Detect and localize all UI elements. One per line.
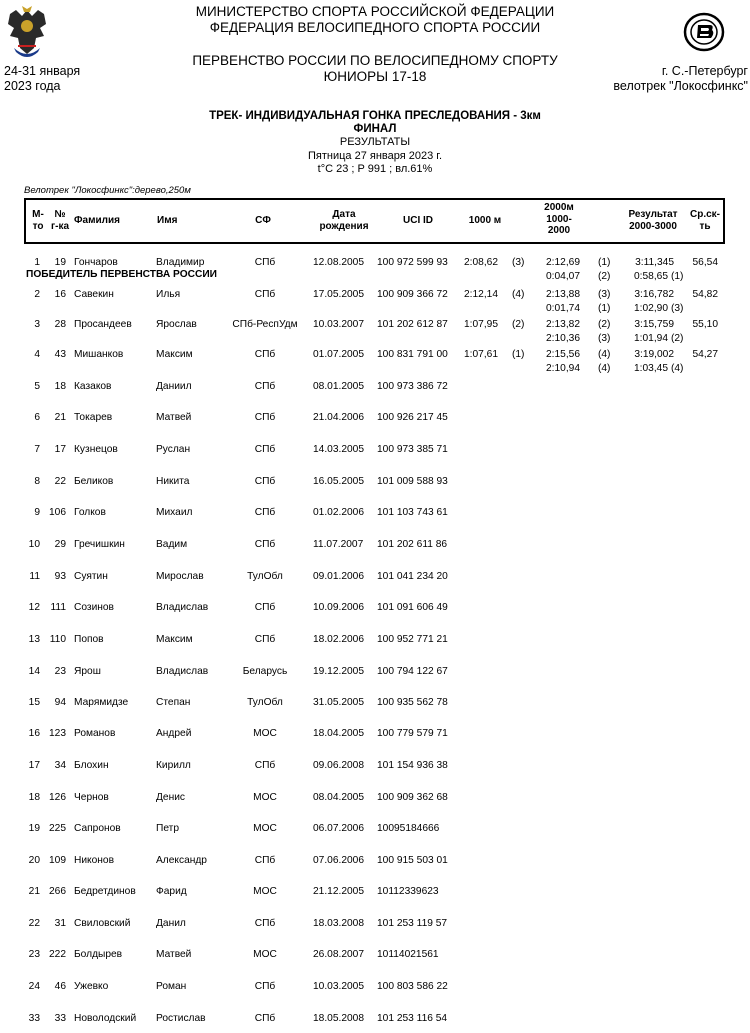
cell-r1000: (3) <box>512 257 525 268</box>
cell-region: СПб <box>254 349 276 360</box>
cell-t2000: 2:13,88 <box>546 289 580 300</box>
cell-dob: 26.08.2007 <box>313 949 364 960</box>
table-row <box>0 348 750 362</box>
cell-dob: 31.05.2005 <box>313 697 364 708</box>
table-row <box>0 822 750 836</box>
col-2000-header-l3: 2000 <box>547 225 571 236</box>
cell-t1000: 2:08,62 <box>464 257 498 268</box>
cell-uci: 100 952 771 21 <box>377 634 448 645</box>
col-bib-header <box>48 209 72 232</box>
cell-place: 19 <box>28 823 40 834</box>
race-date: Пятница 27 января 2023 г. <box>307 149 442 162</box>
cell-region: СПб-РеспУдм <box>232 319 298 330</box>
race-stage: ФИНАЛ <box>353 123 397 135</box>
cell-region: МОС <box>253 792 277 803</box>
cell-region: СПб <box>254 444 276 455</box>
cell-uci: 101 202 612 87 <box>377 319 448 330</box>
cell-r1000: (1) <box>512 349 525 360</box>
cell-uci: 100 972 599 93 <box>377 257 448 268</box>
cell-uci: 10112339623 <box>377 886 439 897</box>
cell-s3000: 0:58,65 <box>634 271 668 282</box>
cell-surname: Бедретдинов <box>74 886 136 897</box>
event-dates <box>4 64 80 94</box>
table-row <box>0 570 750 584</box>
cell-bib: 17 <box>54 444 66 455</box>
cell-place: 20 <box>28 855 40 866</box>
cell-dob: 11.07.2007 <box>313 539 364 550</box>
cell-t1000: 1:07,95 <box>464 319 498 330</box>
cell-surname: Просандеев <box>74 319 132 330</box>
table-row <box>0 917 750 931</box>
cell-bib: 29 <box>54 539 66 550</box>
table-row <box>0 318 750 332</box>
cell-place: 23 <box>28 949 40 960</box>
table-row <box>0 854 750 868</box>
cell-place: 5 <box>34 381 40 392</box>
col-result-header <box>618 209 688 232</box>
cell-dob: 01.07.2005 <box>313 349 364 360</box>
cell-sr2000: (1) <box>598 303 611 314</box>
table-row <box>0 1012 750 1026</box>
cell-dob: 14.03.2005 <box>313 444 364 455</box>
cell-name: Кирилл <box>156 760 191 771</box>
cell-place: 8 <box>34 476 40 487</box>
table-row <box>0 256 750 270</box>
cell-bib: 93 <box>54 571 66 582</box>
col-result-header-l2: 2000-3000 <box>629 220 677 232</box>
col-1000-header: 1000 м <box>468 215 502 226</box>
cell-bib: 43 <box>54 349 66 360</box>
cell-name: Александр <box>156 855 207 866</box>
cell-region: СПб <box>254 855 276 866</box>
federation-name: ФЕДЕРАЦИЯ ВЕЛОСИПЕДНОГО СПОРТА РОССИИ <box>209 20 541 35</box>
ministry-name: МИНИСТЕРСТВО СПОРТА РОССИЙСКОЙ ФЕДЕРАЦИИ <box>195 4 555 19</box>
cell-dob: 09.01.2006 <box>313 571 364 582</box>
cell-speed: 54,27 <box>692 349 718 360</box>
table-header <box>24 198 725 244</box>
race-weather: t°C 23 ; P 991 ; вл.61% <box>317 163 433 175</box>
cell-uci: 10095184666 <box>377 823 440 834</box>
cell-surname: Созинов <box>74 602 114 613</box>
col-dob-header-l2: рождения <box>319 220 369 232</box>
cell-region: СПб <box>254 634 276 645</box>
cell-place: 6 <box>34 412 40 423</box>
cell-surname: Токарев <box>74 412 113 423</box>
cell-dob: 16.05.2005 <box>313 476 364 487</box>
cell-s2000: 0:01,74 <box>546 303 580 314</box>
cell-name: Андрей <box>156 728 192 739</box>
cell-dob: 21.04.2006 <box>313 412 364 423</box>
cell-place: 7 <box>34 444 40 455</box>
cell-bib: 19 <box>54 257 66 268</box>
cell-place: 13 <box>28 634 40 645</box>
col-result-header-l1: Результат <box>628 209 678 220</box>
event-venue: велотрек "Локосфинкс" <box>613 79 748 93</box>
table-row <box>0 506 750 520</box>
cell-name: Фарид <box>156 886 187 897</box>
cell-dob: 19.12.2005 <box>313 666 364 677</box>
cell-bib: 126 <box>49 792 66 803</box>
cell-uci: 101 253 116 54 <box>377 1013 448 1024</box>
cell-dob: 08.04.2005 <box>313 792 364 803</box>
cell-region: СПб <box>254 602 276 613</box>
cell-name: Матвей <box>156 949 192 960</box>
cell-uci: 100 926 217 45 <box>377 412 448 423</box>
table-row <box>0 980 750 994</box>
cell-name: Михаил <box>156 507 193 518</box>
cell-uci: 100 909 366 72 <box>377 289 448 300</box>
table-row <box>0 538 750 552</box>
cell-surname: Ужевко <box>74 981 109 992</box>
cell-dob: 09.06.2008 <box>313 760 364 771</box>
cell-surname: Суятин <box>74 571 108 582</box>
cell-bib: 225 <box>49 823 66 834</box>
cell-s2000: 2:10,36 <box>546 333 580 344</box>
cell-region: МОС <box>253 823 277 834</box>
table-row-splits <box>0 270 750 284</box>
cell-region: Беларусь <box>242 666 288 677</box>
cell-surname: Савекин <box>74 289 114 300</box>
cell-surname: Никонов <box>74 855 114 866</box>
cell-name: Степан <box>156 697 191 708</box>
cell-name: Владислав <box>156 666 209 677</box>
cell-s2000: 0:04,07 <box>546 271 580 282</box>
cell-bib: 110 <box>49 634 66 645</box>
cell-uci: 101 202 611 86 <box>377 539 448 550</box>
race-title: ТРЕК- ИНДИВИДУАЛЬНАЯ ГОНКА ПРЕСЛЕДОВАНИЯ - 3км <box>209 110 541 122</box>
col-bib-header-l1: № <box>54 209 66 220</box>
cell-region: МОС <box>253 886 277 897</box>
cell-result: 3:11,345 <box>635 257 674 268</box>
cell-sr3000: (3) <box>671 303 684 314</box>
cell-place: 4 <box>34 349 40 360</box>
col-place-header-l1: М- <box>32 209 44 220</box>
cell-s2000: 2:10,94 <box>546 363 580 374</box>
cell-region: МОС <box>253 949 277 960</box>
cell-uci: 100 915 503 01 <box>377 855 448 866</box>
cell-name: Руслан <box>156 444 191 455</box>
cell-surname: Марямидзе <box>74 697 129 708</box>
event-dates-year: 2023 года <box>4 79 61 93</box>
cell-surname: Голков <box>74 507 106 518</box>
cell-name: Илья <box>156 289 181 300</box>
cell-t1000: 1:07,61 <box>464 349 498 360</box>
cell-dob: 18.03.2008 <box>313 918 364 929</box>
cell-place: 2 <box>34 289 40 300</box>
cell-t1000: 2:12,14 <box>464 289 498 300</box>
race-info <box>170 136 580 177</box>
cell-place: 14 <box>28 666 40 677</box>
cell-sr3000: (1) <box>671 271 684 282</box>
cell-t2000: 2:13,82 <box>546 319 580 330</box>
cell-region: СПб <box>254 257 276 268</box>
cell-uci: 100 831 791 00 <box>377 349 448 360</box>
col-speed-header-l2: ть <box>699 220 711 232</box>
cell-surname: Беликов <box>74 476 114 487</box>
col-dob-header <box>308 209 380 232</box>
table-row <box>0 948 750 962</box>
cell-name: Матвей <box>156 412 192 423</box>
cell-bib: 46 <box>54 981 66 992</box>
table-row <box>0 696 750 710</box>
cell-surname: Мишанков <box>74 349 124 360</box>
cell-uci: 10114021561 <box>377 949 439 960</box>
cell-s3000: 1:03,45 <box>634 363 668 374</box>
col-surname-header: Фамилия <box>74 215 120 226</box>
cell-bib: 109 <box>49 855 66 866</box>
cell-name: Максим <box>156 349 193 360</box>
cell-bib: 22 <box>54 476 66 487</box>
cell-bib: 34 <box>54 760 66 771</box>
cell-place: 24 <box>28 981 40 992</box>
cell-uci: 100 935 562 78 <box>377 697 448 708</box>
cell-name: Максим <box>156 634 193 645</box>
event-location <box>613 64 748 94</box>
cell-place: 16 <box>28 728 40 739</box>
cell-region: СПб <box>254 918 276 929</box>
cell-region: СПб <box>254 381 276 392</box>
cell-t2000: 2:15,56 <box>546 349 580 360</box>
col-bib-header-l2: г-ка <box>50 220 70 232</box>
cell-place: 11 <box>29 571 40 582</box>
cell-bib: 106 <box>49 507 66 518</box>
cell-region: ТулОбл <box>247 571 283 582</box>
ministry-emblem-icon <box>4 4 50 60</box>
table-row <box>0 885 750 899</box>
cell-surname: Блохин <box>74 760 109 771</box>
cell-bib: 28 <box>54 319 66 330</box>
table-row <box>0 759 750 773</box>
cell-dob: 01.02.2006 <box>313 507 364 518</box>
cell-r1000: (4) <box>512 289 525 300</box>
event-city: г. С.-Петербург <box>661 64 748 78</box>
cell-sr2000: (4) <box>598 363 611 374</box>
cell-bib: 123 <box>49 728 66 739</box>
cell-surname: Свиловский <box>74 918 131 929</box>
cell-uci: 101 091 606 49 <box>377 602 448 613</box>
cell-uci: 100 973 385 71 <box>377 444 448 455</box>
cell-place: 17 <box>28 760 40 771</box>
cell-r2000: (3) <box>598 289 611 300</box>
cell-bib: 16 <box>54 289 66 300</box>
cell-uci: 101 041 234 20 <box>377 571 448 582</box>
cell-result: 3:15,759 <box>634 319 674 330</box>
cell-dob: 12.08.2005 <box>313 257 364 268</box>
cell-place: 1 <box>34 257 40 268</box>
cell-sr2000: (3) <box>598 333 611 344</box>
cell-surname: Романов <box>74 728 116 739</box>
col-speed-header <box>686 209 724 232</box>
cell-name: Владислав <box>156 602 209 613</box>
table-row-splits <box>0 332 750 346</box>
cell-surname: Чернов <box>74 792 109 803</box>
table-row <box>0 288 750 302</box>
cell-uci: 101 154 936 38 <box>377 760 448 771</box>
table-row <box>0 633 750 647</box>
cell-region: СПб <box>254 1013 276 1024</box>
table-row <box>0 443 750 457</box>
cell-sr3000: (4) <box>671 363 684 374</box>
cell-region: СПб <box>254 981 276 992</box>
col-place-header <box>30 209 46 232</box>
col-speed-header-l1: Ср.ск- <box>689 209 720 220</box>
cell-bib: 21 <box>54 412 66 423</box>
col-name-header: Имя <box>157 215 178 226</box>
cell-place: 18 <box>28 792 40 803</box>
cell-place: 3 <box>34 319 40 330</box>
cell-surname: Гречишкин <box>74 539 125 550</box>
winner-label: ПОБЕДИТЕЛЬ ПЕРВЕНСТВА РОССИИ <box>26 269 217 280</box>
cell-dob: 18.02.2006 <box>313 634 364 645</box>
cell-bib: 18 <box>54 381 66 392</box>
cell-place: 21 <box>28 886 40 897</box>
cell-uci: 101 009 588 93 <box>377 476 448 487</box>
championship-name: ПЕРВЕНСТВО РОССИИ ПО ВЕЛОСИПЕДНОМУ СПОРТУ <box>192 53 558 68</box>
cell-t2000: 2:12,69 <box>546 257 580 268</box>
table-row <box>0 665 750 679</box>
table-row <box>0 727 750 741</box>
cell-region: СПб <box>254 760 276 771</box>
cell-dob: 21.12.2005 <box>313 886 364 897</box>
cell-s3000: 1:02,90 <box>634 303 668 314</box>
cell-bib: 31 <box>54 918 66 929</box>
col-uci-header: UCI ID <box>403 215 433 226</box>
ministry-title <box>170 4 580 36</box>
results-label: РЕЗУЛЬТАТЫ <box>339 136 411 148</box>
cell-surname: Кузнецов <box>74 444 118 455</box>
race-title-block <box>170 110 580 136</box>
cell-bib: 23 <box>54 666 66 677</box>
cell-dob: 17.05.2005 <box>313 289 364 300</box>
championship-title <box>170 53 580 85</box>
cell-region: МОС <box>253 728 277 739</box>
cell-name: Мирослав <box>156 571 204 582</box>
cell-dob: 18.04.2005 <box>313 728 364 739</box>
table-row <box>0 411 750 425</box>
cell-sr3000: (2) <box>671 333 684 344</box>
table-row <box>0 601 750 615</box>
cell-place: 22 <box>28 918 40 929</box>
cell-name: Никита <box>156 476 190 487</box>
cell-result: 3:16,782 <box>634 289 674 300</box>
cell-region: СПб <box>254 412 276 423</box>
track-note: Велотрек "Локосфинкс":дерево,250м <box>24 185 191 196</box>
cell-s3000: 1:01,94 <box>634 333 668 344</box>
cell-surname: Казаков <box>74 381 112 392</box>
cell-name: Владимир <box>156 257 205 268</box>
cell-bib: 111 <box>50 602 66 613</box>
cell-r2000: (1) <box>598 257 611 268</box>
cell-name: Вадим <box>156 539 188 550</box>
cell-dob: 07.06.2006 <box>313 855 364 866</box>
cell-uci: 100 803 586 22 <box>377 981 448 992</box>
cell-dob: 10.03.2005 <box>313 981 364 992</box>
col-dob-header-l1: Дата <box>332 209 356 220</box>
cell-bib: 266 <box>49 886 66 897</box>
cell-region: СПб <box>254 289 276 300</box>
cell-place: 33 <box>28 1013 40 1024</box>
table-row-splits <box>0 302 750 316</box>
cell-uci: 101 103 743 61 <box>377 507 448 518</box>
table-row <box>0 475 750 489</box>
cell-place: 10 <box>28 539 40 550</box>
cell-bib: 94 <box>54 697 66 708</box>
cell-region: СПб <box>254 539 276 550</box>
cell-region: СПб <box>254 476 276 487</box>
cell-surname: Сапронов <box>74 823 121 834</box>
cycling-federation-logo-icon <box>683 12 725 52</box>
cell-dob: 08.01.2005 <box>313 381 364 392</box>
cell-name: Петр <box>156 823 179 834</box>
cell-speed: 55,10 <box>692 319 718 330</box>
age-category: ЮНИОРЫ 17-18 <box>323 69 427 84</box>
cell-uci: 100 973 386 72 <box>377 381 448 392</box>
table-row <box>0 791 750 805</box>
cell-place: 15 <box>28 697 40 708</box>
cell-dob: 18.05.2008 <box>313 1013 364 1024</box>
cell-name: Денис <box>156 792 185 803</box>
cell-region: СПб <box>254 507 276 518</box>
cell-r2000: (2) <box>598 319 611 330</box>
cell-name: Ростислав <box>156 1013 206 1024</box>
cell-name: Роман <box>156 981 187 992</box>
cell-dob: 10.03.2007 <box>313 319 364 330</box>
cell-dob: 06.07.2006 <box>313 823 364 834</box>
col-2000-header <box>534 202 584 237</box>
col-2000-header-l2: 1000- <box>546 213 572 225</box>
cell-result: 3:19,002 <box>634 349 674 360</box>
cell-bib: 222 <box>49 949 66 960</box>
cell-name: Даниил <box>156 381 192 392</box>
cell-dob: 10.09.2006 <box>313 602 364 613</box>
col-2000-header-l1: 2000м <box>544 202 574 213</box>
cell-place: 12 <box>28 602 40 613</box>
col-region-header: СФ <box>255 215 271 226</box>
cell-speed: 56,54 <box>692 257 718 268</box>
cell-sr2000: (2) <box>598 271 611 282</box>
cell-uci: 100 794 122 67 <box>377 666 448 677</box>
cell-r1000: (2) <box>512 319 525 330</box>
cell-bib: 33 <box>54 1013 66 1024</box>
cell-r2000: (4) <box>598 349 611 360</box>
cell-uci: 100 779 579 71 <box>377 728 448 739</box>
cell-surname: Ярош <box>74 666 101 677</box>
cell-uci: 100 909 362 68 <box>377 792 448 803</box>
cell-surname: Попов <box>74 634 104 645</box>
cell-surname: Гончаров <box>74 257 118 268</box>
cell-uci: 101 253 119 57 <box>377 918 448 929</box>
cell-name: Данил <box>156 918 186 929</box>
event-dates-range: 24-31 января <box>4 64 81 78</box>
cell-surname: Новолодский <box>74 1013 137 1024</box>
cell-region: ТулОбл <box>247 697 283 708</box>
col-place-header-l2: то <box>32 220 44 232</box>
table-row <box>0 380 750 394</box>
cell-speed: 54,82 <box>692 289 718 300</box>
cell-name: Ярослав <box>156 319 197 330</box>
cell-place: 9 <box>34 507 40 518</box>
table-row-splits <box>0 362 750 376</box>
cell-surname: Болдырев <box>74 949 123 960</box>
